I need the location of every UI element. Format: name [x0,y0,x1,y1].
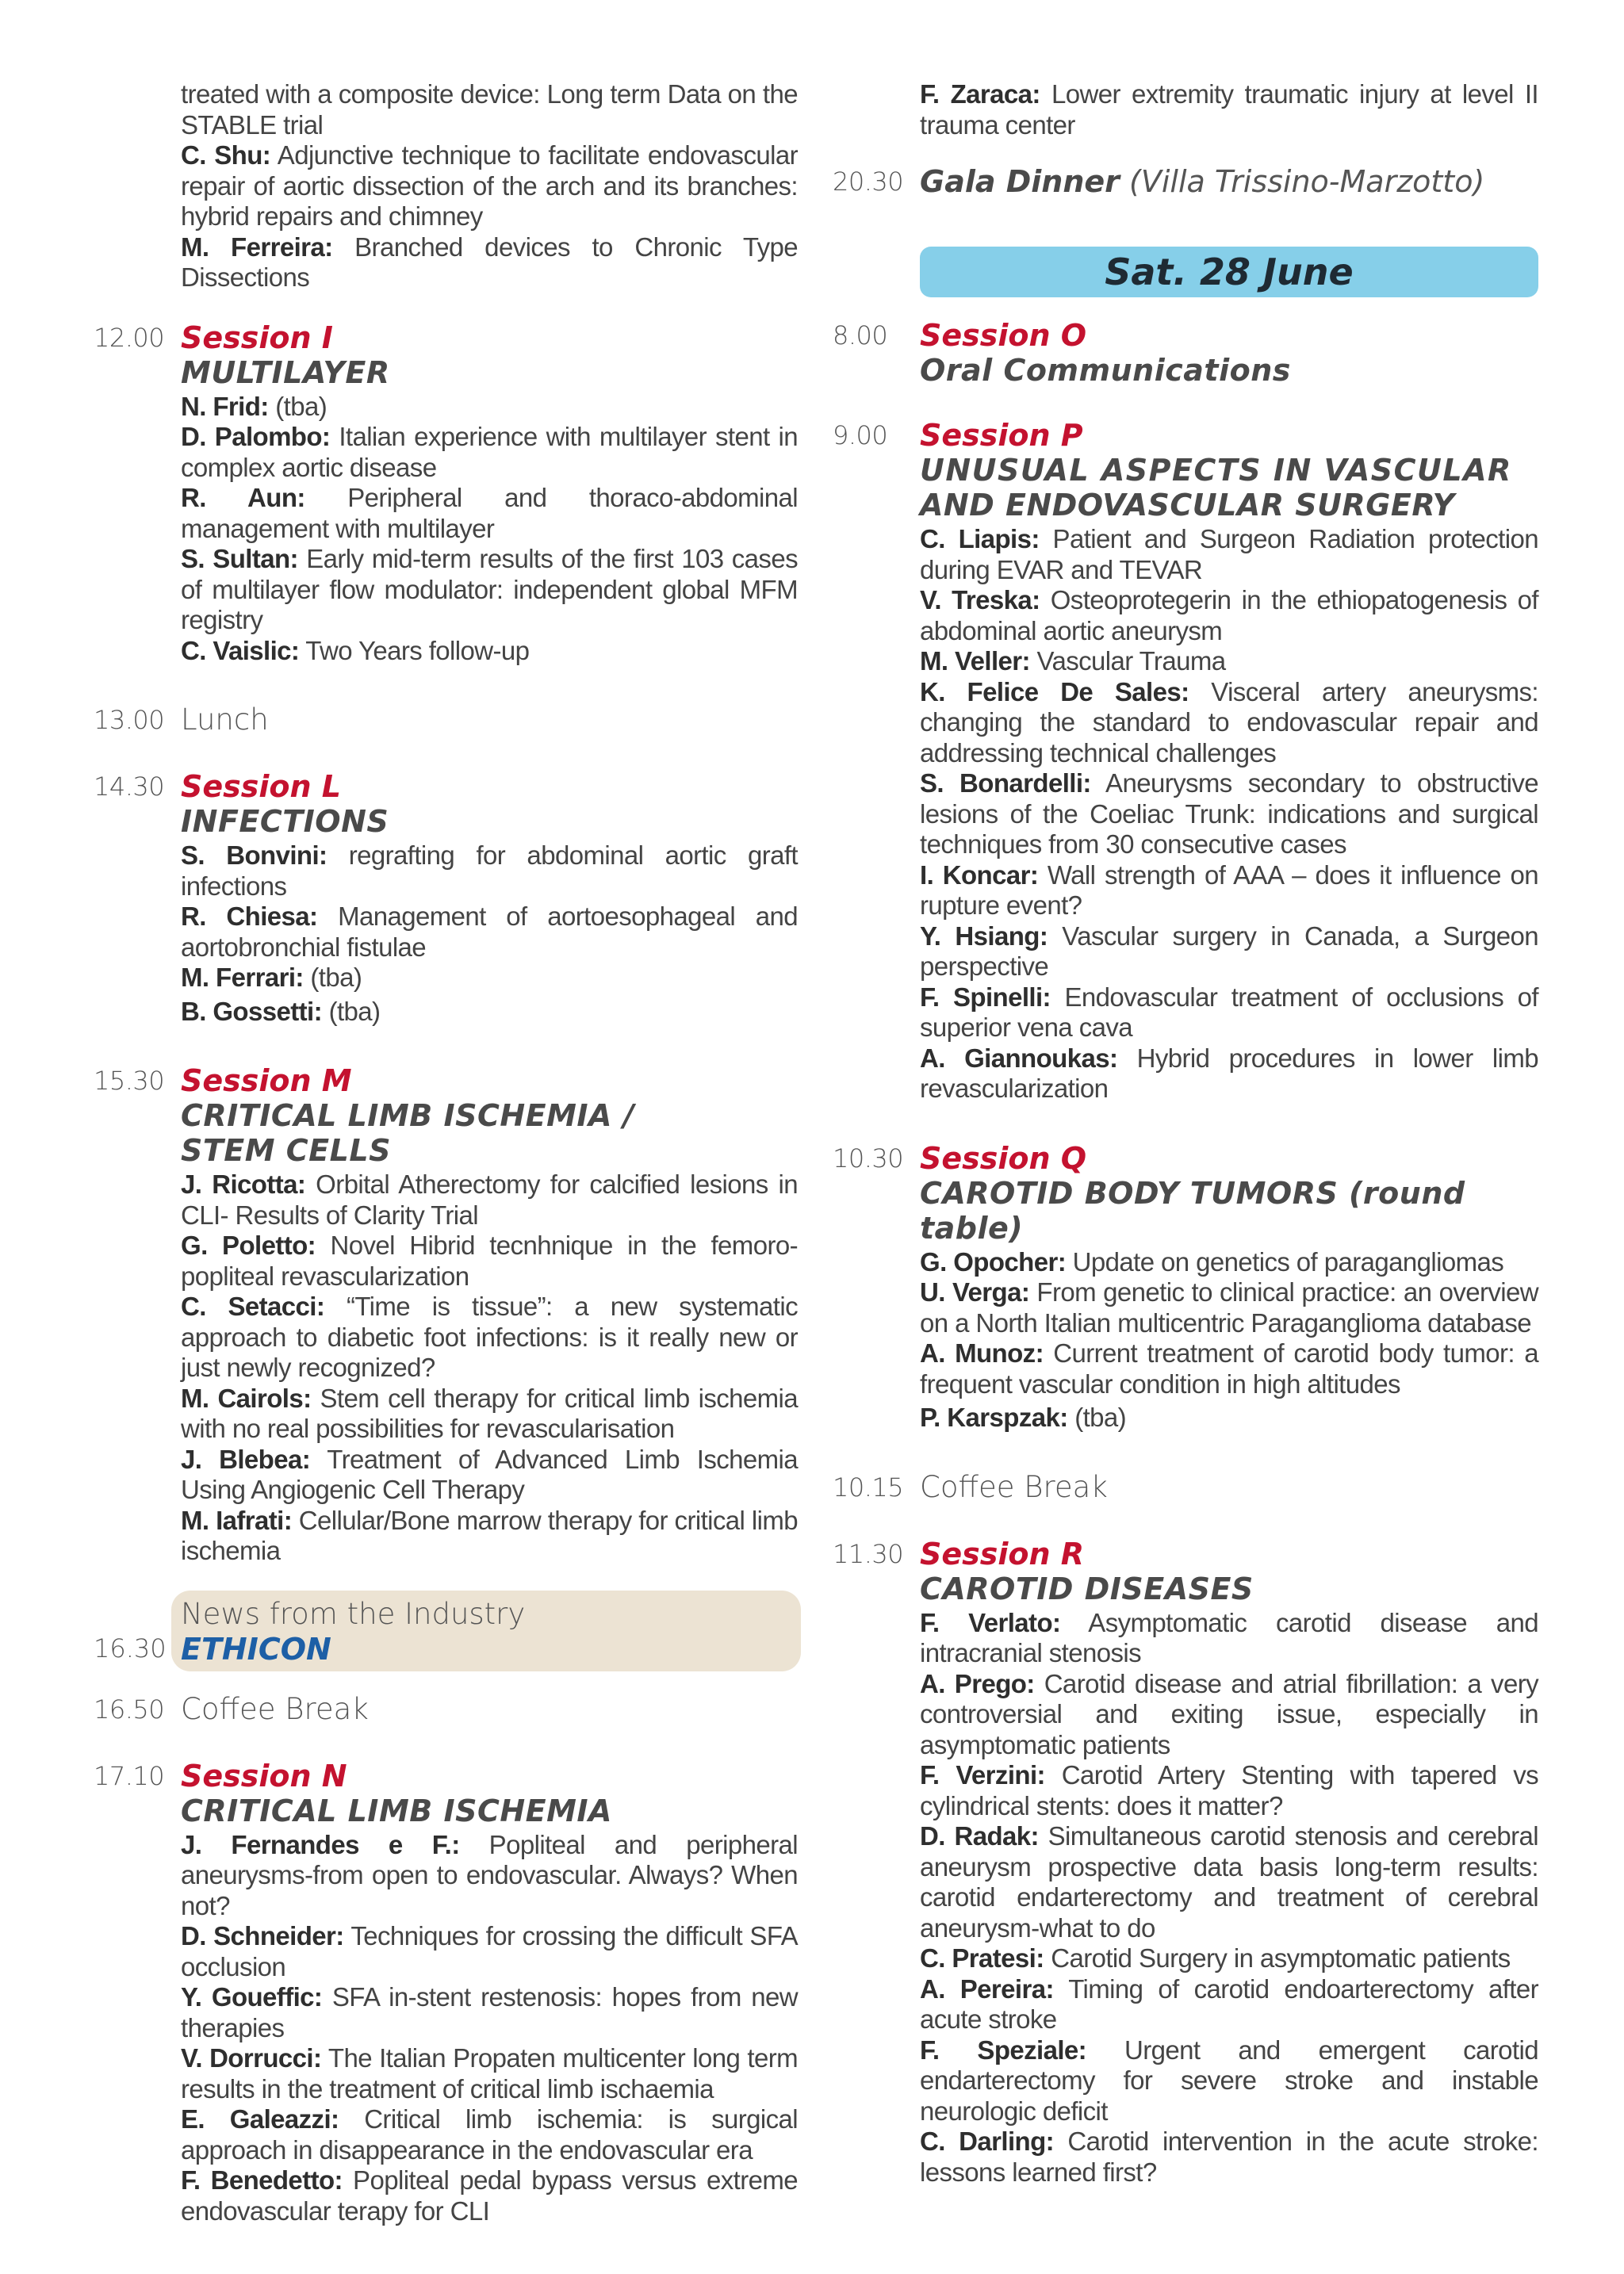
session-label: Session M [181,1063,352,1098]
event-label: Coffee Break [920,1469,1108,1504]
talk-list [181,392,798,667]
session-time: 12.00 [94,322,165,353]
talk: V. Treska: Osteoprotegerin in the ethiopatogenesis of abdominal aortic aneurysm [920,585,1538,645]
talk: S. Bonardelli: Aneurysms secondary to obstructive lesions of the Coeliac Trunk: indications and surgical techniques from 30 consecutive cases [920,768,1539,859]
session-label: Session L [181,769,342,804]
right-column [833,79,1538,2224]
talk: M. Ferreira: Branched devices to Chronic Type Dissections [181,232,799,292]
talk: F. Verzini: Carotid Artery Stenting with tapered vs cylindrical stents: does it matter? [920,1760,1538,1820]
left-column [94,79,798,2263]
session-title: CRITICAL LIMB ISCHEMIA [181,1793,612,1828]
session-i [94,320,798,667]
session-title: STEM CELLS [181,1133,391,1168]
talk: U. Verga: From genetic to clinical practice: an overview on a North Italian multicentric Paraganglioma database [920,1277,1538,1338]
talk: C. Setacci: “Time is tissue”: a new systematic approach to diabetic foot infections: is it really new or just newly recognized? [181,1292,798,1382]
session-time: 9.00 [833,420,888,450]
session-time: 10.30 [833,1143,904,1173]
talk-list [920,524,1538,1104]
talk: K. Felice De Sales: Visceral artery aneurysms: changing the standard to endovascular repair and addressing technical challenges [920,676,1538,768]
talk: M. Veller: Vascular Trauma [920,646,1226,676]
session-time: 11.30 [833,1538,904,1569]
talk: Y. Goueffic: SFA in-stent restenosis: hopes from new therapies [181,1982,799,2042]
event-time: 16.50 [94,1694,165,1725]
talk: treated with a composite device: Long term Data on the STABLE trial [181,79,798,140]
session-title: AND ENDOVASCULAR SURGERY [920,488,1455,523]
talk: F. Speziale: Urgent and emergent carotid endarterectomy for severe stroke and instable neurologic deficit [920,2035,1538,2126]
session-time: 15.30 [94,1066,165,1096]
talk-list [920,1247,1538,1434]
intro-talks-right [833,79,1538,140]
event-time: 16.30 [94,1633,167,1663]
industry-row [94,1591,798,1671]
session-r [833,1537,1538,2188]
talk: B. Gossetti: (tba) [181,996,381,1026]
session-label: Session O [920,318,1087,353]
session-n [94,1759,798,2227]
coffee-break-row [94,1692,798,1727]
session-label: Session P [920,418,1083,453]
session-l [94,769,798,1027]
session-label: Session Q [920,1140,1087,1176]
talk: C. Vaislic: Two Years follow-up [181,635,530,665]
talk: J. Fernandes e F.: Popliteal and peripheral aneurysms-from open to endovascular. Always? When not? [181,1829,798,1920]
talk: M. Cairols: Stem cell therapy for critical limb ischemia with no real possibilities for revascularisation [181,1383,798,1443]
intro-talks-left [94,79,798,293]
talk: V. Dorrucci: The Italian Propaten multicenter long term results in the treatment of critical limb ischaemia [181,2043,798,2104]
talk: R. Aun: Peripheral and thoraco-abdominal management with multilayer [181,483,798,543]
talk-list [181,840,798,1027]
session-title: UNUSUAL ASPECTS IN VASCULAR [920,453,1512,488]
talk: F. Zaraca: Lower extremity traumatic injury at level II trauma center [920,79,1538,140]
talk: M. Ferrari: (tba) [181,963,362,992]
talk: A. Prego: Carotid disease and atrial fibrillation: a very controversial and exiting issue, especially in asymptomatic patients [920,1668,1539,1759]
talk: F. Verlato: Asymptomatic carotid disease and intracranial stenosis [920,1607,1539,1667]
industry-panel [94,1591,801,1671]
talk-list [181,1170,798,1567]
talk: F. Spinelli: Endovascular treatment of occlusions of superior vena cava [920,982,1538,1042]
talk: C. Shu: Adjunctive technique to facilitate endovascular repair of aortic dissection of the arch and its branches: hybrid repairs and chimney [181,140,798,231]
session-title: INFECTIONS [181,804,389,839]
day-banner: Sat. 28 June [920,247,1538,297]
session-time: 14.30 [94,771,165,802]
talk: Y. Hsiang: Vascular surgery in Canada, a Surgeon perspective [920,921,1538,981]
talk: S. Sultan: Early mid-term results of the first 103 cases of multilayer flow modulator: independent global MFM registry [181,544,798,634]
industry-label: News from the Industry [181,1596,526,1631]
talk: P. Karspzak: (tba) [920,1403,1127,1432]
session-p [833,418,1538,1104]
talk: C. Pratesi: Carotid Surgery in asymptomatic patients [920,1943,1511,1973]
day-banner-row [833,247,1538,297]
talk: C. Darling: Carotid intervention in the acute stroke: lessons learned first? [920,2127,1538,2187]
event-time: 13.00 [94,705,165,735]
talk: F. Benedetto: Popliteal pedal bypass versus extreme endovascular terapy for CLI [181,2165,798,2226]
coffee-break-row [833,1470,1538,1505]
session-label: Session I [181,320,333,355]
session-title: Oral Communications [920,353,1291,388]
event-time: 10.15 [833,1472,904,1503]
session-time: 8.00 [833,320,888,350]
talk: A. Munoz: Current treatment of carotid body tumor: a frequent vascular condition in high altitudes [920,1338,1538,1399]
event-time: 20.30 [833,167,904,197]
event-label: Coffee Break [181,1691,369,1726]
talk: R. Chiesa: Management of aortoesophageal and aortobronchial fistulae [181,902,798,962]
talk: D. Radak: Simultaneous carotid stenosis and cerebral aneurysm prospective data basis long-term results: carotid endarterectomy and treatment of cerebral aneurysm-what to do [920,1821,1538,1943]
talk: J. Blebea: Treatment of Advanced Limb Ischemia Using Angiogenic Cell Therapy [181,1444,798,1504]
talk: S. Bonvini: regrafting for abdominal aortic graft infections [181,840,798,901]
lunch-row [94,702,798,737]
gala-dinner: Gala Dinner (Villa Trissino-Marzotto) [920,164,1485,199]
session-title: CAROTID BODY TUMORS (round table) [920,1175,1465,1246]
industry-company: ETHICON [181,1631,331,1667]
talk: I. Koncar: Wall strength of AAA – does it influence on rupture event? [920,859,1538,920]
talk: M. Iafrati: Cellular/Bone marrow therapy for critical limb ischemia [181,1505,798,1565]
talk: G. Poletto: Novel Hibrid tecnhnique in the femoro-popliteal revascularization [181,1231,798,1291]
session-m [94,1063,798,1567]
session-o [833,318,1538,388]
event-label: Lunch [181,702,269,737]
gala-dinner-row [833,164,1538,199]
talk-list [920,1608,1538,2188]
session-label: Session R [920,1536,1085,1572]
talk: D. Palombo: Italian experience with multilayer stent in complex aortic disease [181,422,799,482]
session-title: CRITICAL LIMB ISCHEMIA / [181,1098,635,1133]
talk: J. Ricotta: Orbital Atherectomy for calcified lesions in CLI- Results of Clarity Trial [181,1170,798,1230]
talk-list [181,1830,798,2227]
talk: E. Galeazzi: Critical limb ischemia: is surgical approach in disappearance in the endovascular era [181,2104,798,2165]
talk: C. Liapis: Patient and Surgeon Radiation protection during EVAR and TEVAR [920,524,1538,584]
session-title: CAROTID DISEASES [920,1571,1254,1606]
talk: A. Pereira: Timing of carotid endoarterectomy after acute stroke [920,1973,1539,2034]
talk: A. Giannoukas: Hybrid procedures in lower limb revascularization [920,1043,1539,1103]
session-title: MULTILAYER [181,354,390,390]
session-q [833,1141,1538,1434]
talk: D. Schneider: Techniques for crossing the difficult SFA occlusion [181,1921,798,1981]
session-time: 17.10 [94,1760,165,1791]
talk: G. Opocher: Update on genetics of paragangliomas [920,1246,1504,1277]
session-label: Session N [181,1758,347,1794]
talk: N. Frid: (tba) [181,391,327,421]
